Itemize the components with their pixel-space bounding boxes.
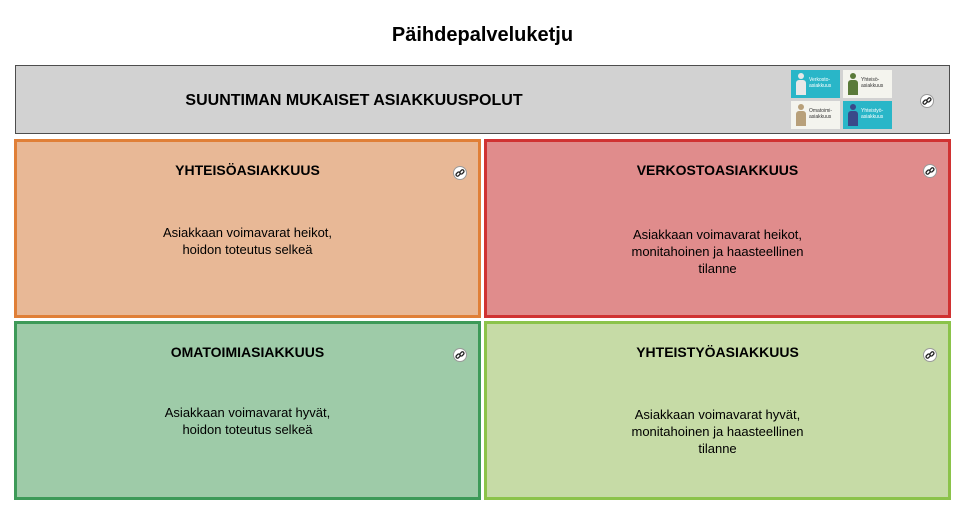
quadrant-description: Asiakkaan voimavarat heikot, hoidon toteutus selkeä bbox=[162, 225, 333, 257]
thumbnail-label: Yhteistyö-asiakkuus bbox=[861, 108, 884, 120]
header-band bbox=[15, 65, 950, 134]
quadrant-description: Asiakkaan voimavarat hyvät, monitahoinen ja haasteellinen tilanne bbox=[631, 407, 804, 456]
quadrant-description: Asiakkaan voimavarat hyvät, hoidon toteutus selkeä bbox=[164, 405, 331, 437]
link-icon[interactable] bbox=[923, 348, 937, 362]
quadrant-title: YHTEISTYÖASIAKKUUS bbox=[636, 344, 799, 360]
person-icon bbox=[848, 104, 858, 126]
person-icon bbox=[848, 73, 858, 95]
page-title: Päihdepalveluketju bbox=[391, 24, 574, 46]
thumbnail-yhteistyo[interactable] bbox=[843, 101, 892, 129]
thumbnail-label: Yhteisö-asiakkuus bbox=[861, 77, 884, 89]
thumbnail-label: Verkosto-asiakkuus bbox=[809, 77, 832, 89]
link-icon[interactable] bbox=[920, 94, 934, 108]
link-icon[interactable] bbox=[453, 348, 467, 362]
thumbnail-yhteiso[interactable] bbox=[843, 70, 892, 98]
quadrant-verkostoasiakkuus bbox=[484, 139, 951, 318]
quadrant-description: Asiakkaan voimavarat heikot, monitahoinen ja haasteellinen tilanne bbox=[631, 227, 804, 276]
link-icon[interactable] bbox=[453, 166, 467, 180]
thumbnail-label: Omatoimi-asiakkuus bbox=[809, 108, 833, 120]
person-icon bbox=[796, 104, 806, 126]
person-icon bbox=[796, 73, 806, 95]
header-title: SUUNTIMAN MUKAISET ASIAKKUUSPOLUT bbox=[185, 92, 523, 109]
thumbnail-verkosto[interactable] bbox=[791, 70, 840, 98]
link-icon[interactable] bbox=[923, 164, 937, 178]
quadrant-title: VERKOSTOASIAKKUUS bbox=[636, 162, 799, 178]
quadrant-title: OMATOIMIASIAKKUUS bbox=[170, 344, 325, 360]
quadrant-yhteisoasiakkuus bbox=[14, 139, 481, 318]
thumbnail-grid bbox=[791, 70, 893, 130]
quadrant-omatoimiasiakkuus bbox=[14, 321, 481, 500]
thumbnail-omatoimi[interactable] bbox=[791, 101, 840, 129]
quadrant-title: YHTEISÖASIAKKUUS bbox=[175, 162, 320, 178]
quadrant-yhteistyoasiakkuus bbox=[484, 321, 951, 500]
